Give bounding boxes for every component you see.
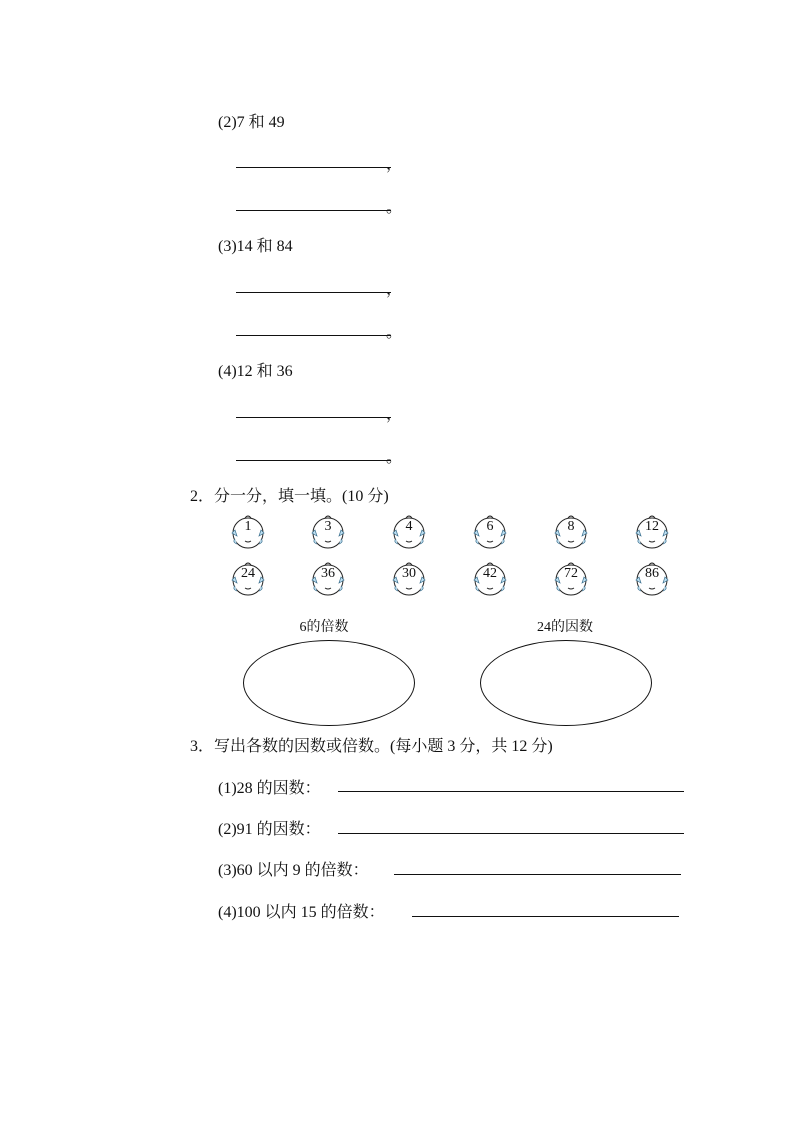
q2-title: 2．分一分，填一填。(10 分) (190, 488, 389, 505)
number-label: 42 (483, 566, 497, 581)
q3-item-label: (1)28 的因数： (218, 780, 321, 797)
answer-blank[interactable] (236, 292, 391, 293)
number-face[interactable] (551, 513, 591, 553)
q1-part-label: (2)7 和 49 (218, 114, 285, 131)
q3-item-label: (4)100 以内 15 的倍数： (218, 904, 385, 921)
answer-blank[interactable] (236, 167, 391, 168)
number-face[interactable] (470, 513, 510, 553)
number-face[interactable] (551, 560, 591, 600)
set-label-multiples-of-6: 6的倍数 (299, 620, 349, 635)
number-face[interactable] (632, 513, 672, 553)
answer-blank[interactable] (236, 460, 391, 461)
oval-multiples-of-6[interactable] (243, 640, 415, 726)
answer-blank[interactable] (412, 916, 679, 917)
number-label: 24 (241, 566, 255, 581)
number-label: 4 (405, 519, 413, 534)
period-mark: 。 (386, 199, 403, 216)
number-face[interactable] (632, 560, 672, 600)
number-label: 6 (486, 519, 494, 534)
comma-mark: ， (386, 156, 403, 173)
number-label: 86 (645, 566, 659, 581)
number-label: 72 (564, 566, 578, 581)
q3-title: 3．写出各数的因数或倍数。(每小题 3 分，共 12 分) (190, 738, 553, 755)
q3-item-label: (3)60 以内 9 的倍数： (218, 862, 369, 879)
oval-factors-of-24[interactable] (480, 640, 652, 726)
number-face[interactable] (308, 513, 348, 553)
number-label: 1 (244, 519, 252, 534)
number-face[interactable] (228, 560, 268, 600)
answer-blank[interactable] (236, 335, 391, 336)
answer-blank[interactable] (236, 417, 391, 418)
number-face[interactable] (389, 560, 429, 600)
period-mark: 。 (386, 324, 403, 341)
comma-mark: ， (386, 406, 403, 423)
number-face[interactable] (228, 513, 268, 553)
number-face[interactable] (389, 513, 429, 553)
q1-part-label: (3)14 和 84 (218, 238, 293, 255)
number-label: 12 (645, 519, 659, 534)
q1-part-label: (4)12 和 36 (218, 363, 293, 380)
number-face[interactable] (470, 560, 510, 600)
number-face[interactable] (308, 560, 348, 600)
period-mark: 。 (386, 449, 403, 466)
q3-item-label: (2)91 的因数： (218, 821, 321, 838)
answer-blank[interactable] (338, 791, 684, 792)
number-label: 8 (567, 519, 575, 534)
number-label: 3 (324, 519, 332, 534)
answer-blank[interactable] (338, 833, 684, 834)
answer-blank[interactable] (394, 874, 681, 875)
answer-blank[interactable] (236, 210, 391, 211)
comma-mark: ， (386, 281, 403, 298)
set-label-factors-of-24: 24的因数 (537, 620, 593, 635)
number-label: 30 (402, 566, 416, 581)
number-label: 36 (321, 566, 335, 581)
